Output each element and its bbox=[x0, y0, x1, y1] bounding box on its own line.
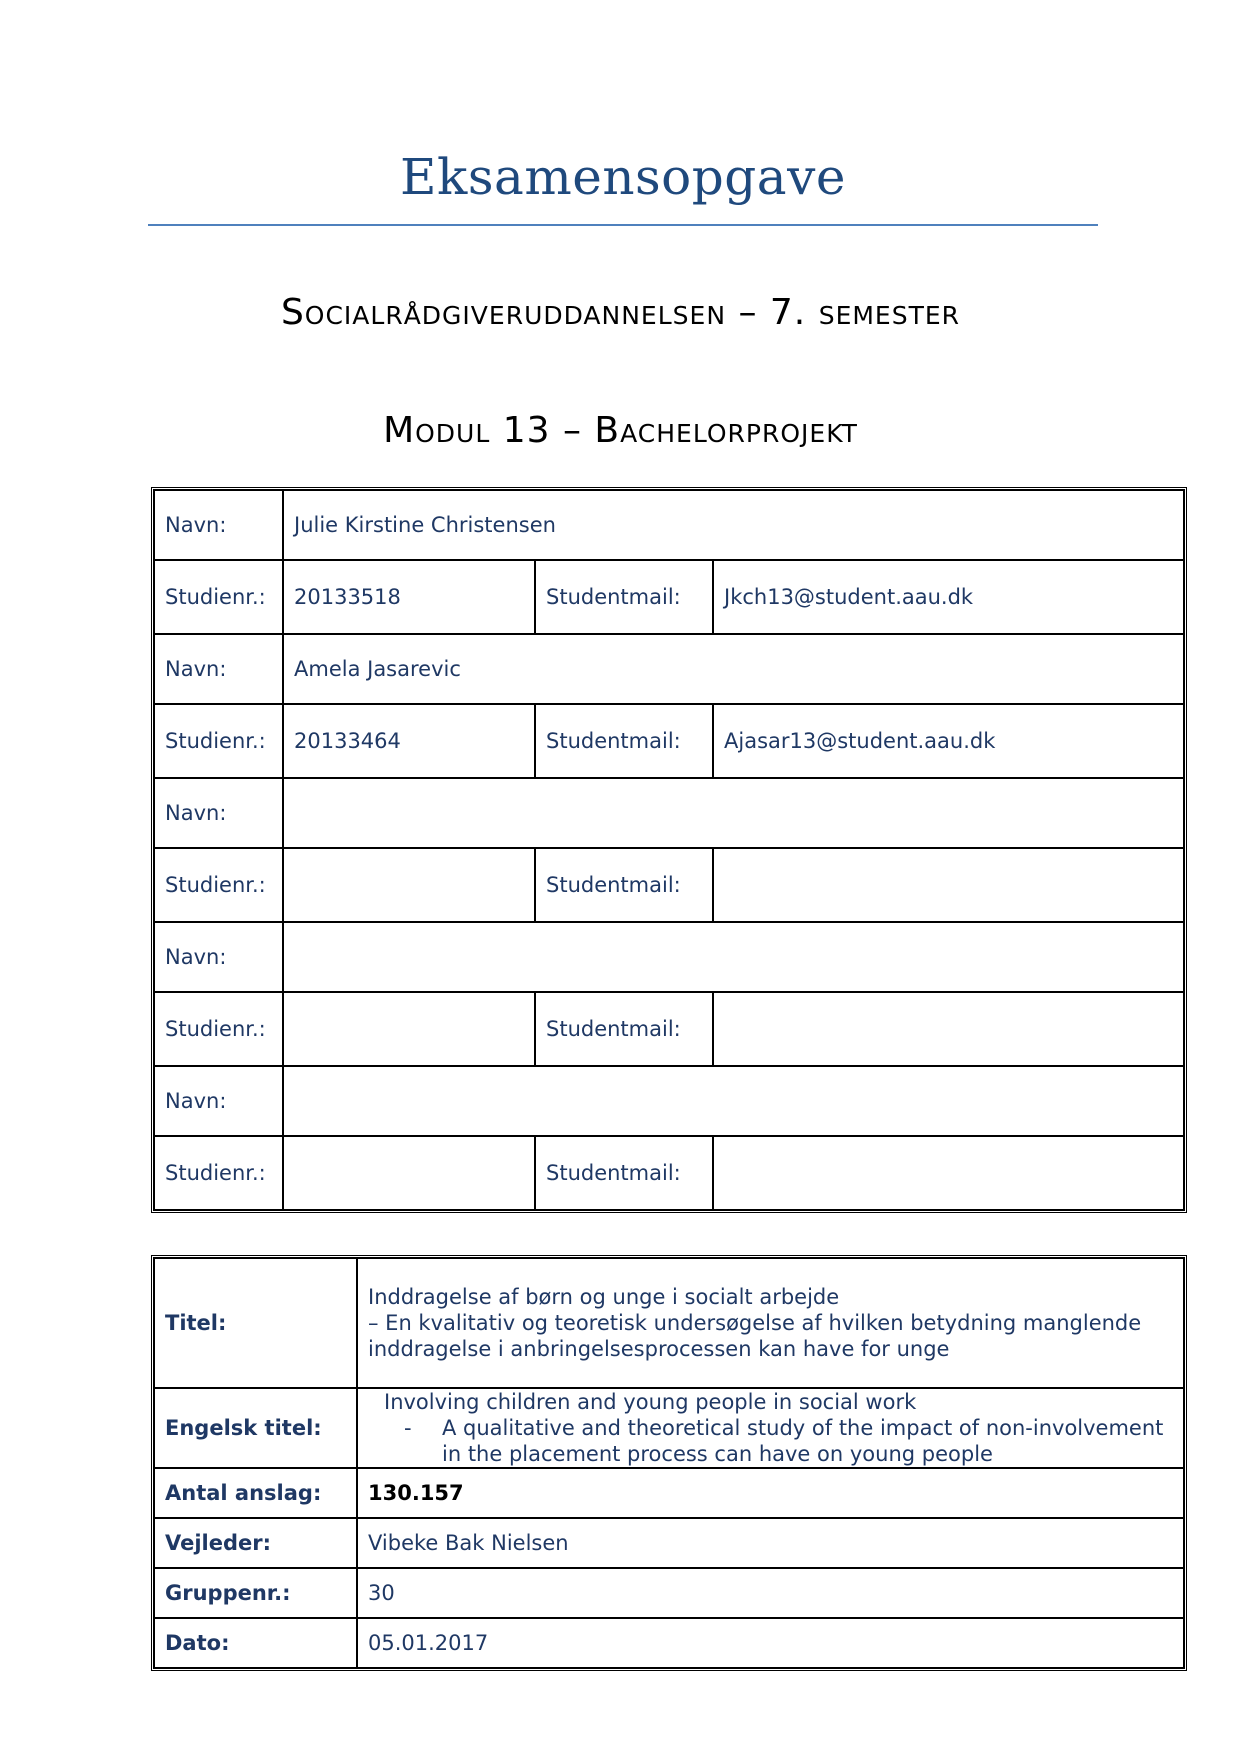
group-row bbox=[154, 1568, 1184, 1618]
supervisor-value: Vibeke Bak Nielsen bbox=[357, 1518, 1184, 1568]
student-mail bbox=[713, 1136, 1184, 1210]
number-label: Studienr.: bbox=[154, 848, 283, 922]
english-title-subtitle-row bbox=[368, 1415, 1173, 1467]
title-main: Inddragelse af børn og unge i socialt arbejde bbox=[368, 1285, 840, 1309]
english-title-subtitle: A qualitative and theoretical study of the impact of non-involvement in the placement process can have on young people bbox=[442, 1416, 1164, 1466]
student-mail bbox=[713, 992, 1184, 1066]
name-label: Navn: bbox=[154, 490, 283, 560]
chars-value: 130.157 bbox=[357, 1468, 1184, 1518]
name-label: Navn: bbox=[154, 634, 283, 704]
student-mail: Jkch13@student.aau.dk bbox=[713, 560, 1184, 634]
name-label: Navn: bbox=[154, 1066, 283, 1136]
mail-label: Studentmail: bbox=[535, 992, 713, 1066]
student-name: Julie Kirstine Christensen bbox=[283, 490, 1184, 560]
group-label: Gruppenr.: bbox=[154, 1568, 357, 1618]
title-subtitle: – En kvalitativ og teoretisk undersøgelse af hvilken betydning manglende inddragelse i anbringelsesprocessen kan have for unge bbox=[368, 1311, 1142, 1361]
student-name-row bbox=[154, 1066, 1184, 1136]
list-dash: - bbox=[404, 1416, 412, 1440]
name-label: Navn: bbox=[154, 778, 283, 848]
supervisor-row bbox=[154, 1518, 1184, 1568]
student-name bbox=[283, 778, 1184, 848]
mail-label: Studentmail: bbox=[535, 848, 713, 922]
english-title-value bbox=[357, 1388, 1184, 1468]
supervisor-label: Vejleder: bbox=[154, 1518, 357, 1568]
student-number bbox=[283, 1136, 535, 1210]
number-label: Studienr.: bbox=[154, 704, 283, 778]
number-label: Studienr.: bbox=[154, 1136, 283, 1210]
student-number: 20133464 bbox=[283, 704, 535, 778]
number-label: Studienr.: bbox=[154, 992, 283, 1066]
page-title: Eksamensopgave bbox=[400, 148, 846, 206]
date-label: Dato: bbox=[154, 1618, 357, 1668]
student-name: Amela Jasarevic bbox=[283, 634, 1184, 704]
date-value: 05.01.2017 bbox=[357, 1618, 1184, 1668]
mail-label: Studentmail: bbox=[535, 1136, 713, 1210]
student-number-row bbox=[154, 848, 1184, 922]
student-name-row bbox=[154, 922, 1184, 992]
chars-row bbox=[154, 1468, 1184, 1518]
group-value: 30 bbox=[357, 1568, 1184, 1618]
student-number-row bbox=[154, 704, 1184, 778]
student-name bbox=[283, 922, 1184, 992]
project-table bbox=[151, 1255, 1187, 1671]
english-title-row bbox=[154, 1388, 1184, 1468]
mail-label: Studentmail: bbox=[535, 560, 713, 634]
student-number-row bbox=[154, 1136, 1184, 1210]
student-name-row bbox=[154, 634, 1184, 704]
english-title-label: Engelsk titel: bbox=[154, 1388, 357, 1468]
title-underline bbox=[148, 224, 1098, 226]
title-row bbox=[154, 1258, 1184, 1388]
student-number-row bbox=[154, 560, 1184, 634]
student-number bbox=[283, 848, 535, 922]
student-name-row bbox=[154, 490, 1184, 560]
student-table bbox=[151, 487, 1187, 1213]
title-label: Titel: bbox=[154, 1258, 357, 1388]
student-number bbox=[283, 992, 535, 1066]
chars-label: Antal anslag: bbox=[154, 1468, 357, 1518]
student-mail: Ajasar13@student.aau.dk bbox=[713, 704, 1184, 778]
name-label: Navn: bbox=[154, 922, 283, 992]
student-number: 20133518 bbox=[283, 560, 535, 634]
number-label: Studienr.: bbox=[154, 560, 283, 634]
student-number-row bbox=[154, 992, 1184, 1066]
mail-label: Studentmail: bbox=[535, 704, 713, 778]
date-row bbox=[154, 1618, 1184, 1668]
program-subtitle: Socialrådgiveruddannelsen – 7. semester bbox=[280, 292, 961, 333]
student-name bbox=[283, 1066, 1184, 1136]
english-title-main: Involving children and young people in social work bbox=[384, 1390, 917, 1414]
title-value bbox=[357, 1258, 1184, 1388]
student-name-row bbox=[154, 778, 1184, 848]
module-subtitle: Modul 13 – Bachelorprojekt bbox=[383, 410, 858, 451]
student-mail bbox=[713, 848, 1184, 922]
